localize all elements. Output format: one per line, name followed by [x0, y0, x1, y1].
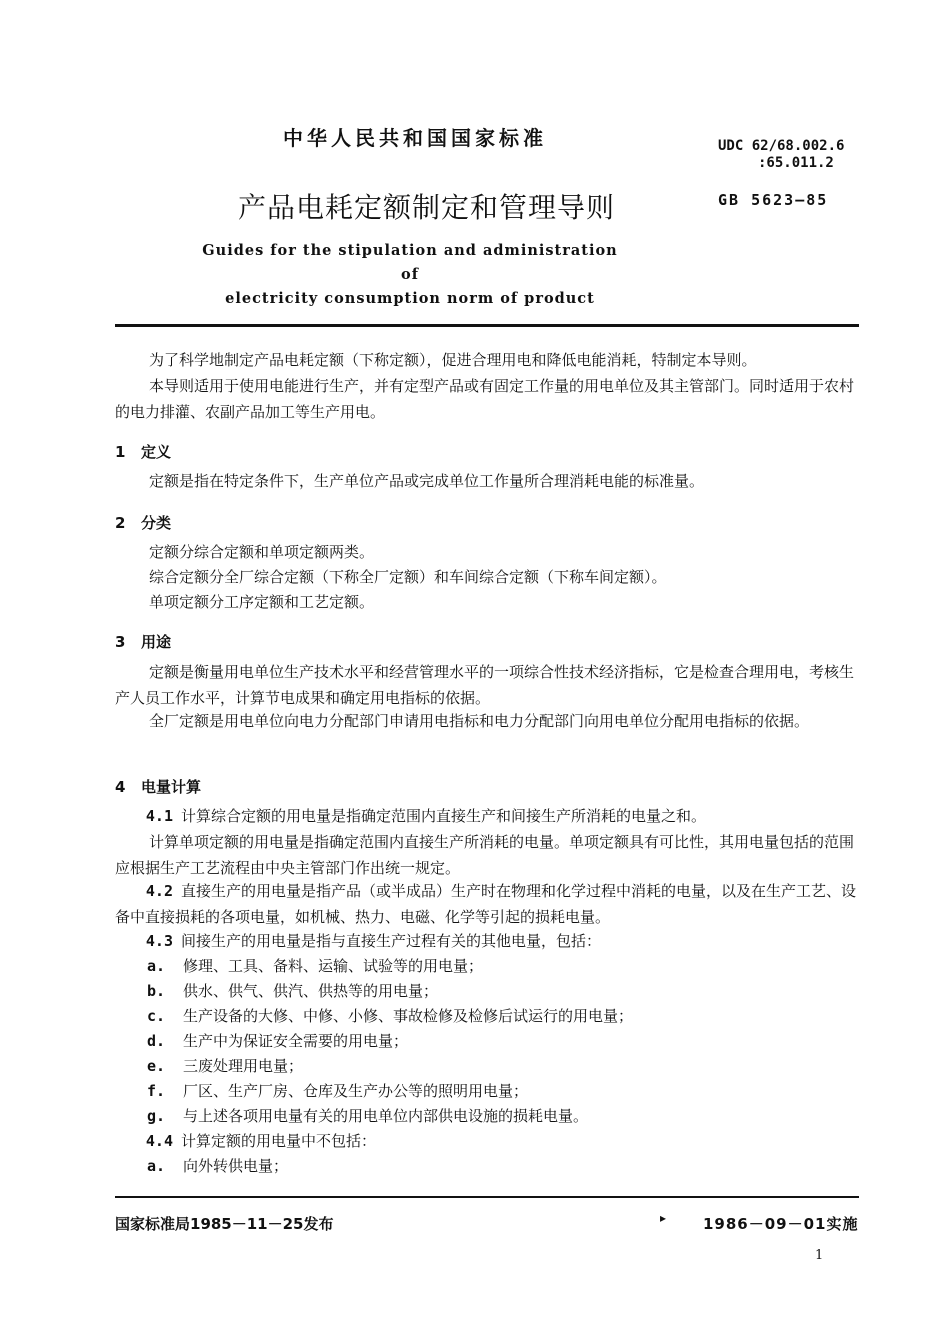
gb-number: GB 5623—85	[718, 191, 829, 209]
clause-4-4-text: 计算定额的用电量中不包括：	[181, 1132, 377, 1150]
list-item-text: 修理、工具、备料、运输、试验等的用电量；	[183, 957, 484, 975]
clause-4-1-text: 计算综合定额的用电量是指确定范围内直接生产和间接生产所消耗的电量之和。	[181, 807, 707, 825]
list-item-letter: e.	[147, 1057, 166, 1075]
title-en-line-1: Guides for the stipulation and administration of	[202, 242, 618, 283]
footer-divider	[115, 1196, 859, 1198]
list-item-text: 生产中为保证安全需要的用电量；	[183, 1032, 409, 1050]
national-standard-heading: 中华人民共和国国家标准	[283, 126, 547, 150]
section-3-heading	[115, 631, 171, 652]
list-item-letter: a.	[147, 1157, 166, 1175]
section-1-title: 定义	[141, 443, 172, 461]
section-3-paragraph-2: 全厂定额是用电单位向电力分配部门申请用电指标和电力分配部门向用电单位分配用电指标的依据。	[149, 712, 810, 730]
section-1-paragraph: 定额是指在特定条件下，生产单位产品或完成单位工作量所合理消耗电能的标准量。	[149, 472, 705, 490]
section-2-paragraph-3: 单项定额分工序定额和工艺定额。	[149, 593, 375, 611]
section-2-paragraph-1: 定额分综合定额和单项定额两类。	[149, 543, 375, 561]
section-2-heading	[115, 512, 171, 533]
page-number: 1	[815, 1248, 824, 1263]
clause-4-1-number: 4.1	[145, 807, 173, 825]
list-item-letter: b.	[147, 982, 166, 1000]
clause-4-2-text: 直接生产的用电量是指产品（或半成品）生产时在物理和化学过程中消耗的电量，以及在生产工艺、设备中直接损耗的各项电量，如机械、热力、电磁、化学等引起的损耗电量。	[115, 882, 857, 926]
title-en-line-2: electricity consumption norm of product	[225, 290, 595, 307]
section-1-heading	[115, 441, 171, 462]
section-3-number: 3	[115, 633, 126, 651]
list-item-letter: f.	[147, 1082, 166, 1100]
section-4-title: 电量计算	[141, 778, 202, 796]
intro-paragraph-1: 为了科学地制定产品电耗定额（下称定额），促进合理用电和降低电能消耗，特制定本导则。	[149, 351, 757, 369]
list-item-letter: d.	[147, 1032, 166, 1050]
list-item-text: 三废处理用电量；	[183, 1057, 304, 1075]
list-item-text: 与上述各项用电量有关的用电单位内部供电设施的损耗电量。	[183, 1107, 589, 1125]
clause-4-1-continuation: 计算单项定额的用电量是指确定范围内直接生产所消耗的电量。单项定额具有可比性，其用电量包括的范围应根据生产工艺流程由中央主管部门作出统一规定。	[115, 833, 855, 877]
list-item-letter: a.	[147, 957, 166, 975]
clause-4-3-text: 间接生产的用电量是指与直接生产过程有关的其他电量，包括：	[181, 932, 602, 950]
list-item	[147, 1028, 408, 1054]
issue-date: 国家标准局1985－11－25发布	[115, 1215, 334, 1233]
list-item-text: 供水、供气、供汽、供热等的用电量；	[183, 982, 439, 1000]
clause-4-4-number: 4.4	[145, 1132, 173, 1150]
list-item-text: 向外转供电量；	[183, 1157, 289, 1175]
clause-4-3-number: 4.3	[145, 932, 173, 950]
clause-4-3	[115, 928, 859, 954]
list-item-letter: c.	[147, 1007, 166, 1025]
section-2-paragraph-2: 综合定额分全厂综合定额（下称全厂定额）和车间综合定额（下称车间定额）。	[149, 568, 667, 586]
section-3-paragraph-1: 定额是衡量用电单位生产技术水平和经营管理水平的一项综合性技术经济指标，它是检查合理用电，考核生产人员工作水平，计算节电成果和确定用电指标的依据。	[115, 663, 855, 707]
list-item	[147, 1003, 633, 1029]
list-item	[147, 1153, 288, 1179]
effective-date: 1986－09－01实施	[703, 1215, 859, 1233]
document-title-cn: 产品电耗定额制定和管理导则	[238, 191, 616, 224]
section-2-number: 2	[115, 514, 126, 532]
intro-paragraph-2: 本导则适用于使用电能进行生产，并有定型产品或有固定工作量的用电单位及其主管部门。同时适用于农村的电力排灌、农副产品加工等生产用电。	[115, 377, 855, 421]
list-item-letter: g.	[147, 1107, 166, 1125]
udc-line-2: :65.011.2	[758, 155, 834, 171]
section-1-number: 1	[115, 443, 126, 461]
list-item	[147, 953, 483, 979]
section-2-title: 分类	[141, 514, 172, 532]
section-4-number: 4	[115, 778, 126, 796]
list-item-text: 厂区、生产厂房、仓库及生产办公等的照明用电量；	[183, 1082, 529, 1100]
list-item	[147, 1053, 303, 1079]
clause-4-2	[115, 878, 859, 930]
list-item	[147, 1078, 528, 1104]
list-item	[147, 1103, 588, 1129]
document-title-en	[200, 239, 620, 311]
footer-mark-icon: ▸	[660, 1211, 667, 1225]
udc-code	[718, 138, 844, 172]
udc-line-1: UDC 62/68.002.6	[718, 138, 845, 154]
list-item	[147, 978, 438, 1004]
section-3-title: 用途	[141, 633, 172, 651]
section-4-heading	[115, 776, 201, 797]
clause-4-2-number: 4.2	[145, 882, 173, 900]
clause-4-1	[115, 803, 859, 881]
header-divider	[115, 324, 859, 327]
list-item-text: 生产设备的大修、中修、小修、事故检修及检修后试运行的用电量；	[183, 1007, 634, 1025]
clause-4-4	[115, 1128, 859, 1154]
